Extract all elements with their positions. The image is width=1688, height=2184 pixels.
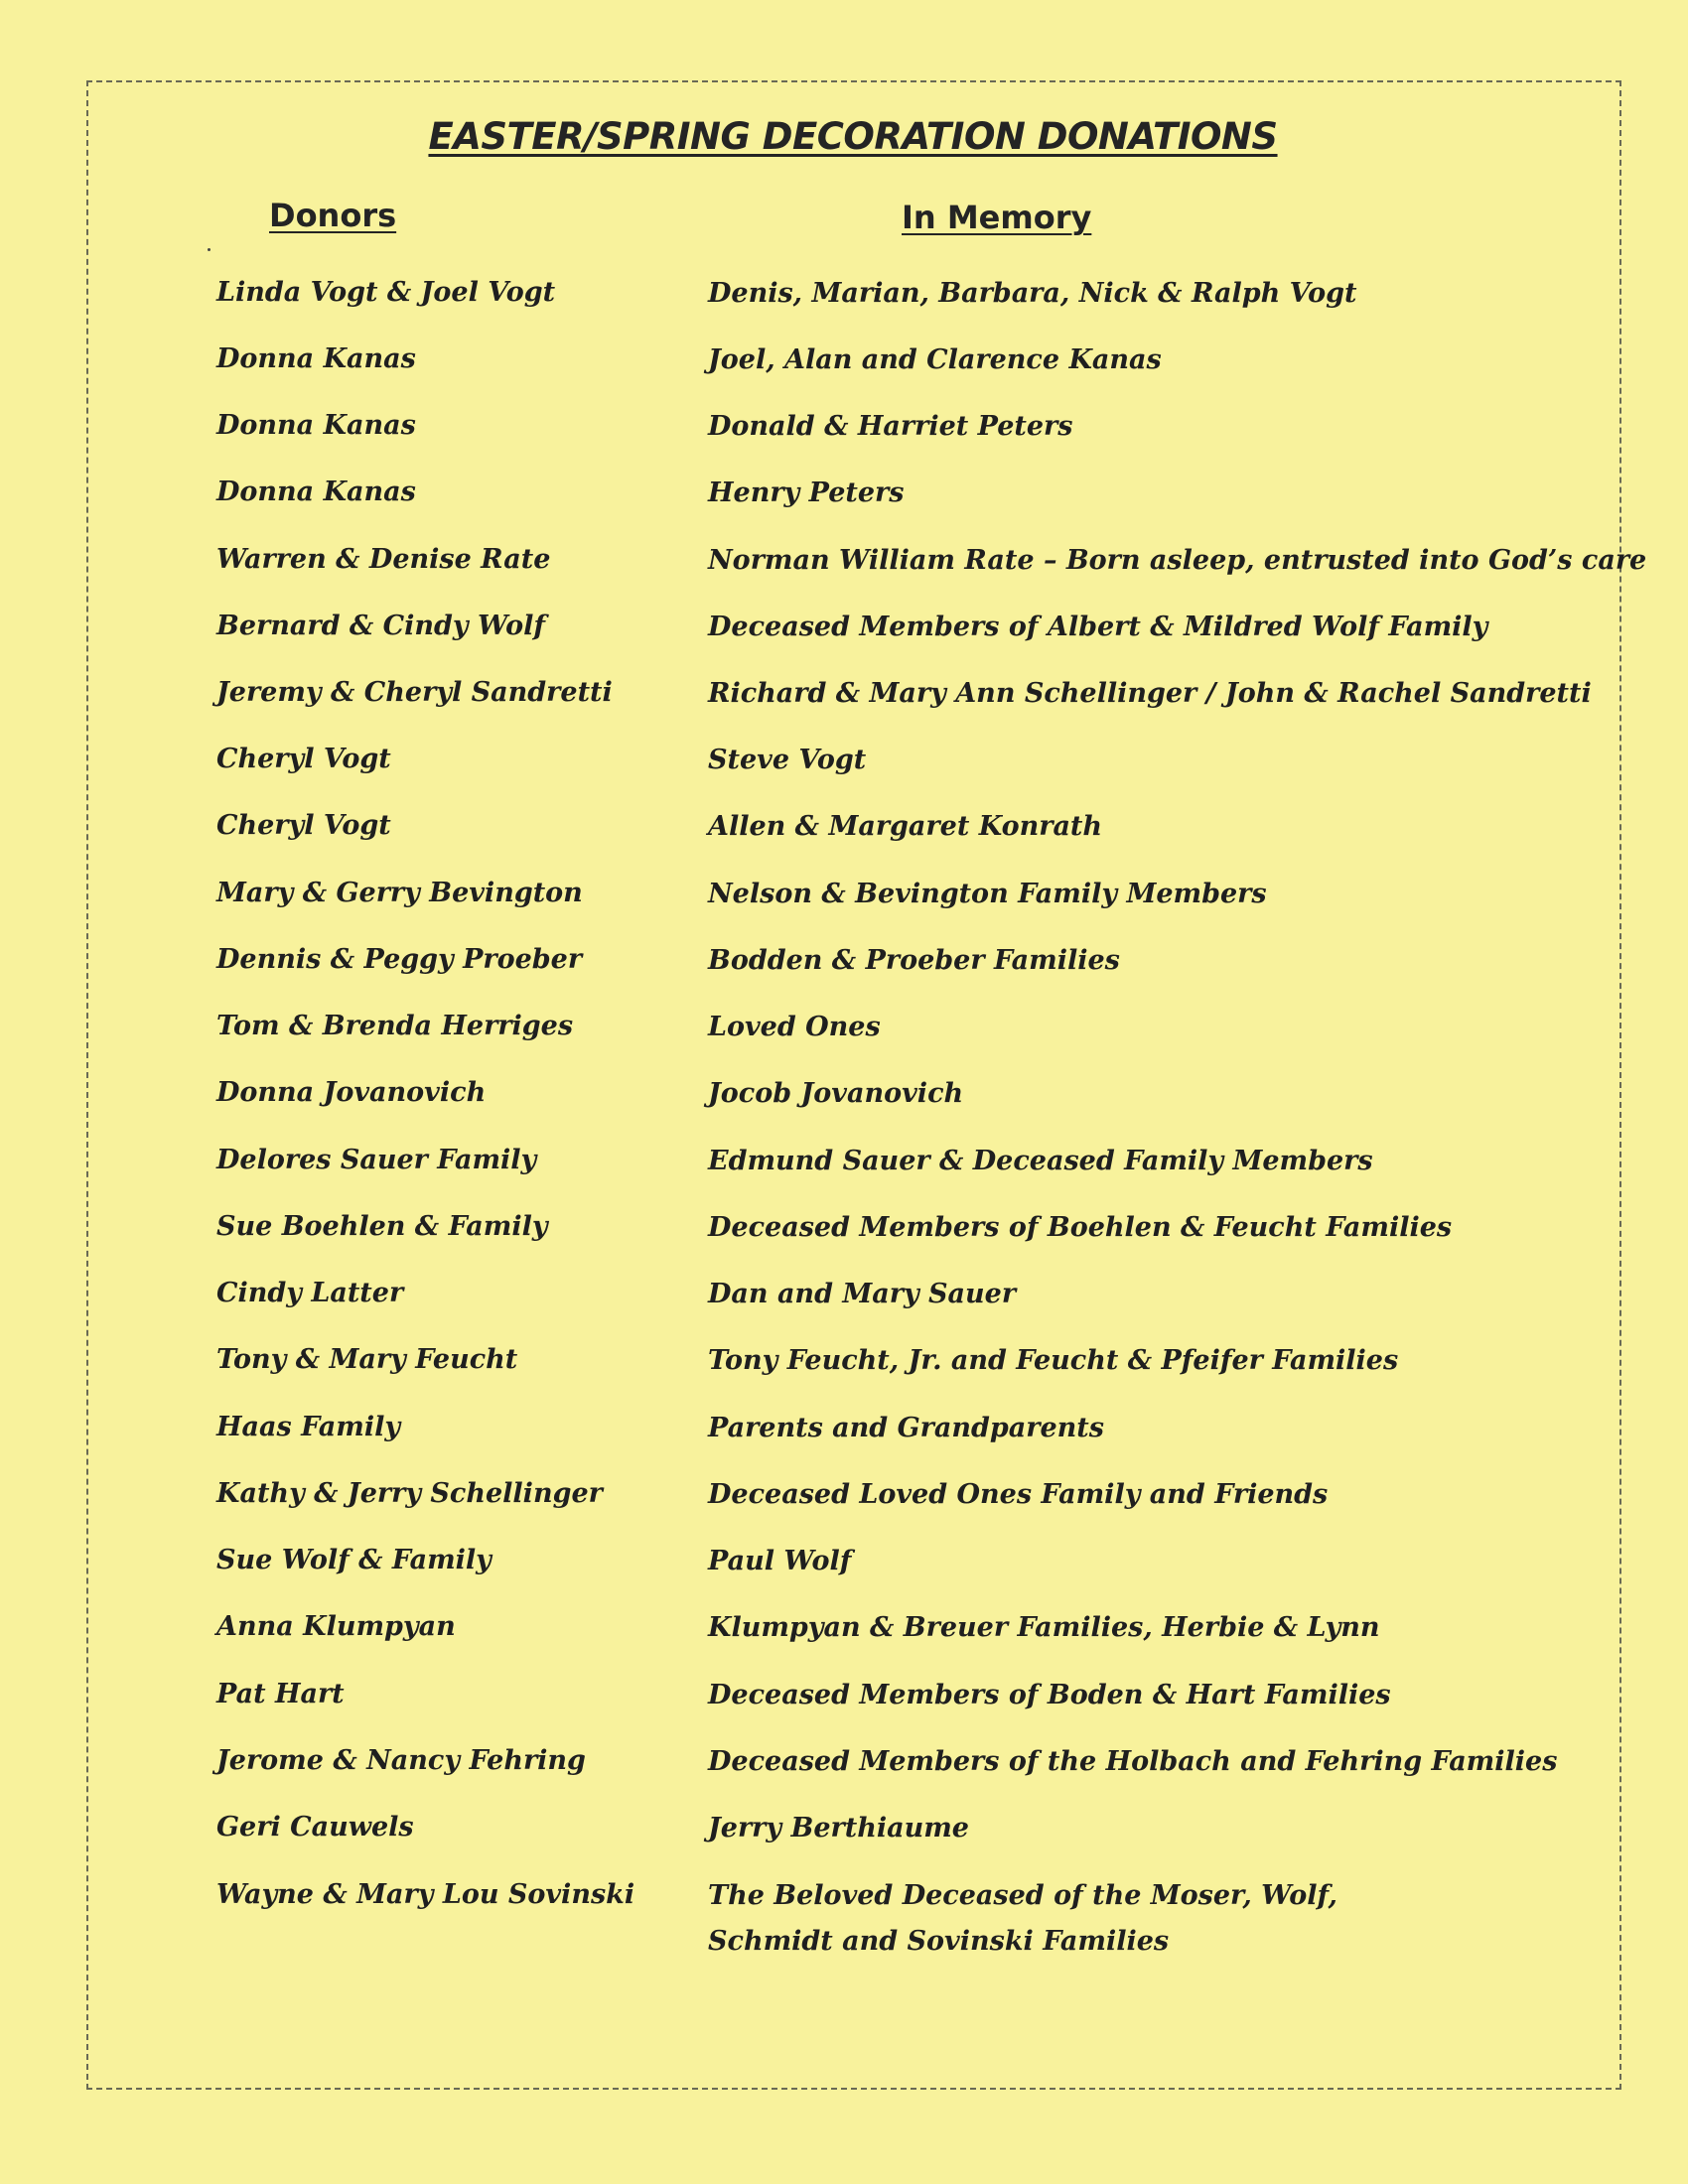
memorial-name: Edmund Sauer & Deceased Family Members <box>708 1146 1373 1176</box>
memorial-name: Joel, Alan and Clarence Kanas <box>708 344 1162 375</box>
donor-name: Cheryl Vogt <box>216 744 391 774</box>
donor-name: Cindy Latter <box>216 1278 404 1308</box>
donor-name: Cheryl Vogt <box>216 810 391 841</box>
memorial-name: Donald & Harriet Peters <box>708 411 1073 442</box>
donor-name: Donna Kanas <box>216 343 416 374</box>
memorial-name: Loved Ones <box>708 1012 881 1042</box>
memorial-name: Jerry Berthiaume <box>708 1813 969 1843</box>
donor-name: Geri Cauwels <box>216 1812 414 1843</box>
donor-name: Wayne & Mary Lou Sovinski <box>216 1879 635 1910</box>
donors-column-header: Donors <box>269 197 397 234</box>
memorial-name: Dan and Mary Sauer <box>708 1279 1017 1309</box>
memorial-name: Deceased Members of the Holbach and Fehring Families <box>708 1746 1558 1777</box>
memorial-name: Allen & Margaret Konrath <box>708 811 1103 842</box>
memorial-name: Deceased Members of Boden & Hart Families <box>708 1680 1391 1710</box>
memorial-name: Denis, Marian, Barbara, Nick & Ralph Vogt <box>708 278 1357 309</box>
memorial-name: Jocob Jovanovich <box>708 1078 964 1109</box>
donor-name: Sue Boehlen & Family <box>216 1211 548 1242</box>
memorial-name: Tony Feucht, Jr. and Feucht & Pfeifer Families <box>708 1345 1399 1376</box>
page-title: EASTER/SPRING DECORATION DONATIONS <box>428 115 1278 158</box>
memorial-name: Henry Peters <box>708 478 905 508</box>
donor-name: Sue Wolf & Family <box>216 1545 492 1575</box>
donor-name: Mary & Gerry Bevington <box>216 878 583 908</box>
memorial-name: Klumpyan & Breuer Families, Herbie & Lynn <box>708 1612 1380 1643</box>
donor-name: Tony & Mary Feucht <box>216 1344 518 1375</box>
memorial-name: The Beloved Deceased of the Moser, Wolf, Schmidt and Sovinski Families <box>708 1880 1337 1957</box>
donor-name: Kathy & Jerry Schellinger <box>216 1478 603 1509</box>
memorial-name: Steve Vogt <box>708 745 867 775</box>
donor-name: Linda Vogt & Joel Vogt <box>216 277 556 308</box>
donor-name: Donna Kanas <box>216 477 416 507</box>
donor-name: Jeremy & Cheryl Sandretti <box>216 677 613 708</box>
donor-name: Tom & Brenda Herriges <box>216 1011 574 1041</box>
donor-name: Anna Klumpyan <box>216 1611 456 1642</box>
donor-name: Dennis & Peggy Proeber <box>216 944 583 975</box>
stray-mark <box>208 248 211 251</box>
memorial-name: Deceased Members of Boehlen & Feucht Families <box>708 1212 1453 1243</box>
donor-name: Donna Kanas <box>216 410 416 441</box>
donor-name: Pat Hart <box>216 1679 345 1709</box>
in-memory-column-header: In Memory <box>902 199 1092 236</box>
donor-name: Bernard & Cindy Wolf <box>216 611 545 641</box>
memorial-name: Parents and Grandparents <box>708 1413 1104 1443</box>
donor-name: Haas Family <box>216 1412 401 1442</box>
memorial-name: Nelson & Bevington Family Members <box>708 879 1267 909</box>
memorial-name: Richard & Mary Ann Schellinger / John & Rachel Sandretti <box>708 678 1592 709</box>
memorial-name: Deceased Members of Albert & Mildred Wolf Family <box>708 612 1488 642</box>
memorial-name: Bodden & Proeber Families <box>708 945 1120 976</box>
donor-name: Warren & Denise Rate <box>216 544 551 575</box>
memorial-name: Norman William Rate – Born asleep, entrusted into God’s care <box>708 545 1647 576</box>
donor-name: Delores Sauer Family <box>216 1145 537 1175</box>
donor-name: Donna Jovanovich <box>216 1077 487 1108</box>
memorial-name: Paul Wolf <box>708 1546 852 1576</box>
donor-name: Jerome & Nancy Fehring <box>216 1745 586 1776</box>
memorial-name: Deceased Loved Ones Family and Friends <box>708 1479 1329 1510</box>
